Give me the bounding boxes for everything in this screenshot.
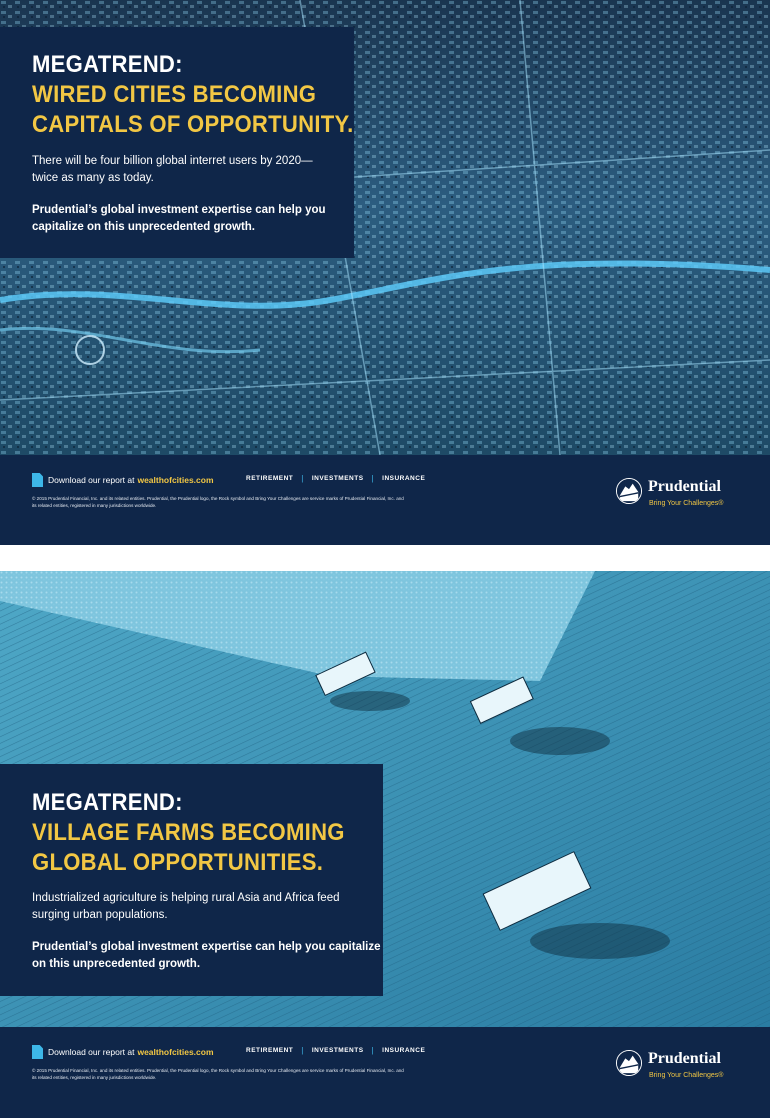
download-row[interactable] xyxy=(32,1044,214,1060)
footer-bar xyxy=(0,1027,770,1118)
download-link[interactable]: wealthofcities.com xyxy=(137,475,214,485)
footer-bar xyxy=(0,455,770,545)
cta-line-2: capitalize on this unprecedented growth. xyxy=(32,221,255,233)
headline-line-3: CAPITALS OF OPPORTUNITY. xyxy=(32,111,354,138)
download-text: Download our report at xyxy=(48,475,135,485)
nav-links xyxy=(246,1046,425,1055)
nav-retirement[interactable]: RETIREMENT xyxy=(246,475,294,482)
headline-line-2: VILLAGE FARMS BECOMING xyxy=(32,819,345,846)
download-text: Download our report at xyxy=(48,1047,135,1057)
legal-text xyxy=(32,1067,442,1081)
nav-separator: | xyxy=(301,474,304,483)
headline-panel xyxy=(0,764,383,996)
nav-investments[interactable]: INVESTMENTS xyxy=(311,475,364,482)
cta-line-2: on this unprecedented growth. xyxy=(32,958,201,970)
legal-line-1: © 2015 Prudential Financial, Inc. and its related entities. Prudential, the Prudential logo, the Rock symbol and Bring Your Challenges are service marks of Prudential Financial, Inc. and xyxy=(32,496,404,501)
nav-separator: | xyxy=(371,474,375,483)
rock-icon xyxy=(616,1050,642,1076)
legal-line-2: its related entities, registered in many jurisdictions worldwide. xyxy=(32,503,157,508)
nav-retirement[interactable]: RETIREMENT xyxy=(246,1047,294,1054)
cta-line-1: Prudential’s global investment expertise can help you capitalize xyxy=(32,941,381,953)
headline-megatrend: MEGATREND: xyxy=(32,789,183,816)
brand-tagline: Bring Your Challenges® xyxy=(649,1072,724,1079)
nav-investments[interactable]: INVESTMENTS xyxy=(311,1047,364,1054)
download-row[interactable] xyxy=(32,472,214,488)
document-icon xyxy=(32,1045,43,1059)
brand-name: Prudential xyxy=(648,1050,721,1067)
rock-icon xyxy=(616,478,642,504)
headline-megatrend: MEGATREND: xyxy=(32,51,183,78)
body-line-1: Industrialized agriculture is helping rural Asia and Africa feed xyxy=(32,892,340,904)
brand-tagline: Bring Your Challenges® xyxy=(649,500,724,507)
download-link[interactable]: wealthofcities.com xyxy=(137,1047,214,1057)
nav-separator: | xyxy=(301,1046,304,1055)
cta-line-1: Prudential’s global investment expertise can help you xyxy=(32,204,326,216)
headline-line-2: WIRED CITIES BECOMING xyxy=(32,81,317,108)
ad-wired-cities xyxy=(0,0,770,545)
ad-village-farms xyxy=(0,571,770,1118)
nav-insurance[interactable]: INSURANCE xyxy=(382,475,426,482)
body-line-1: There will be four billion global interret users by 2020— xyxy=(32,155,313,167)
nav-links xyxy=(246,474,425,483)
body-line-2: surging urban populations. xyxy=(32,909,168,921)
nav-separator: | xyxy=(371,1046,375,1055)
nav-insurance[interactable]: INSURANCE xyxy=(382,1047,426,1054)
brand-name: Prudential xyxy=(648,478,721,495)
headline-line-3: GLOBAL OPPORTUNITIES. xyxy=(32,849,324,876)
legal-line-2: its related entities, registered in many jurisdictions worldwide. xyxy=(32,1075,157,1080)
legal-text xyxy=(32,495,442,509)
prudential-logo[interactable] xyxy=(616,475,746,511)
headline-panel xyxy=(0,27,354,258)
document-icon xyxy=(32,473,43,487)
legal-line-1: © 2015 Prudential Financial, Inc. and its related entities. Prudential, the Prudential logo, the Rock symbol and Bring Your Challenges are service marks of Prudential Financial, Inc. and xyxy=(32,1068,404,1073)
body-line-2: twice as many as today. xyxy=(32,172,154,184)
prudential-logo[interactable] xyxy=(616,1047,746,1083)
